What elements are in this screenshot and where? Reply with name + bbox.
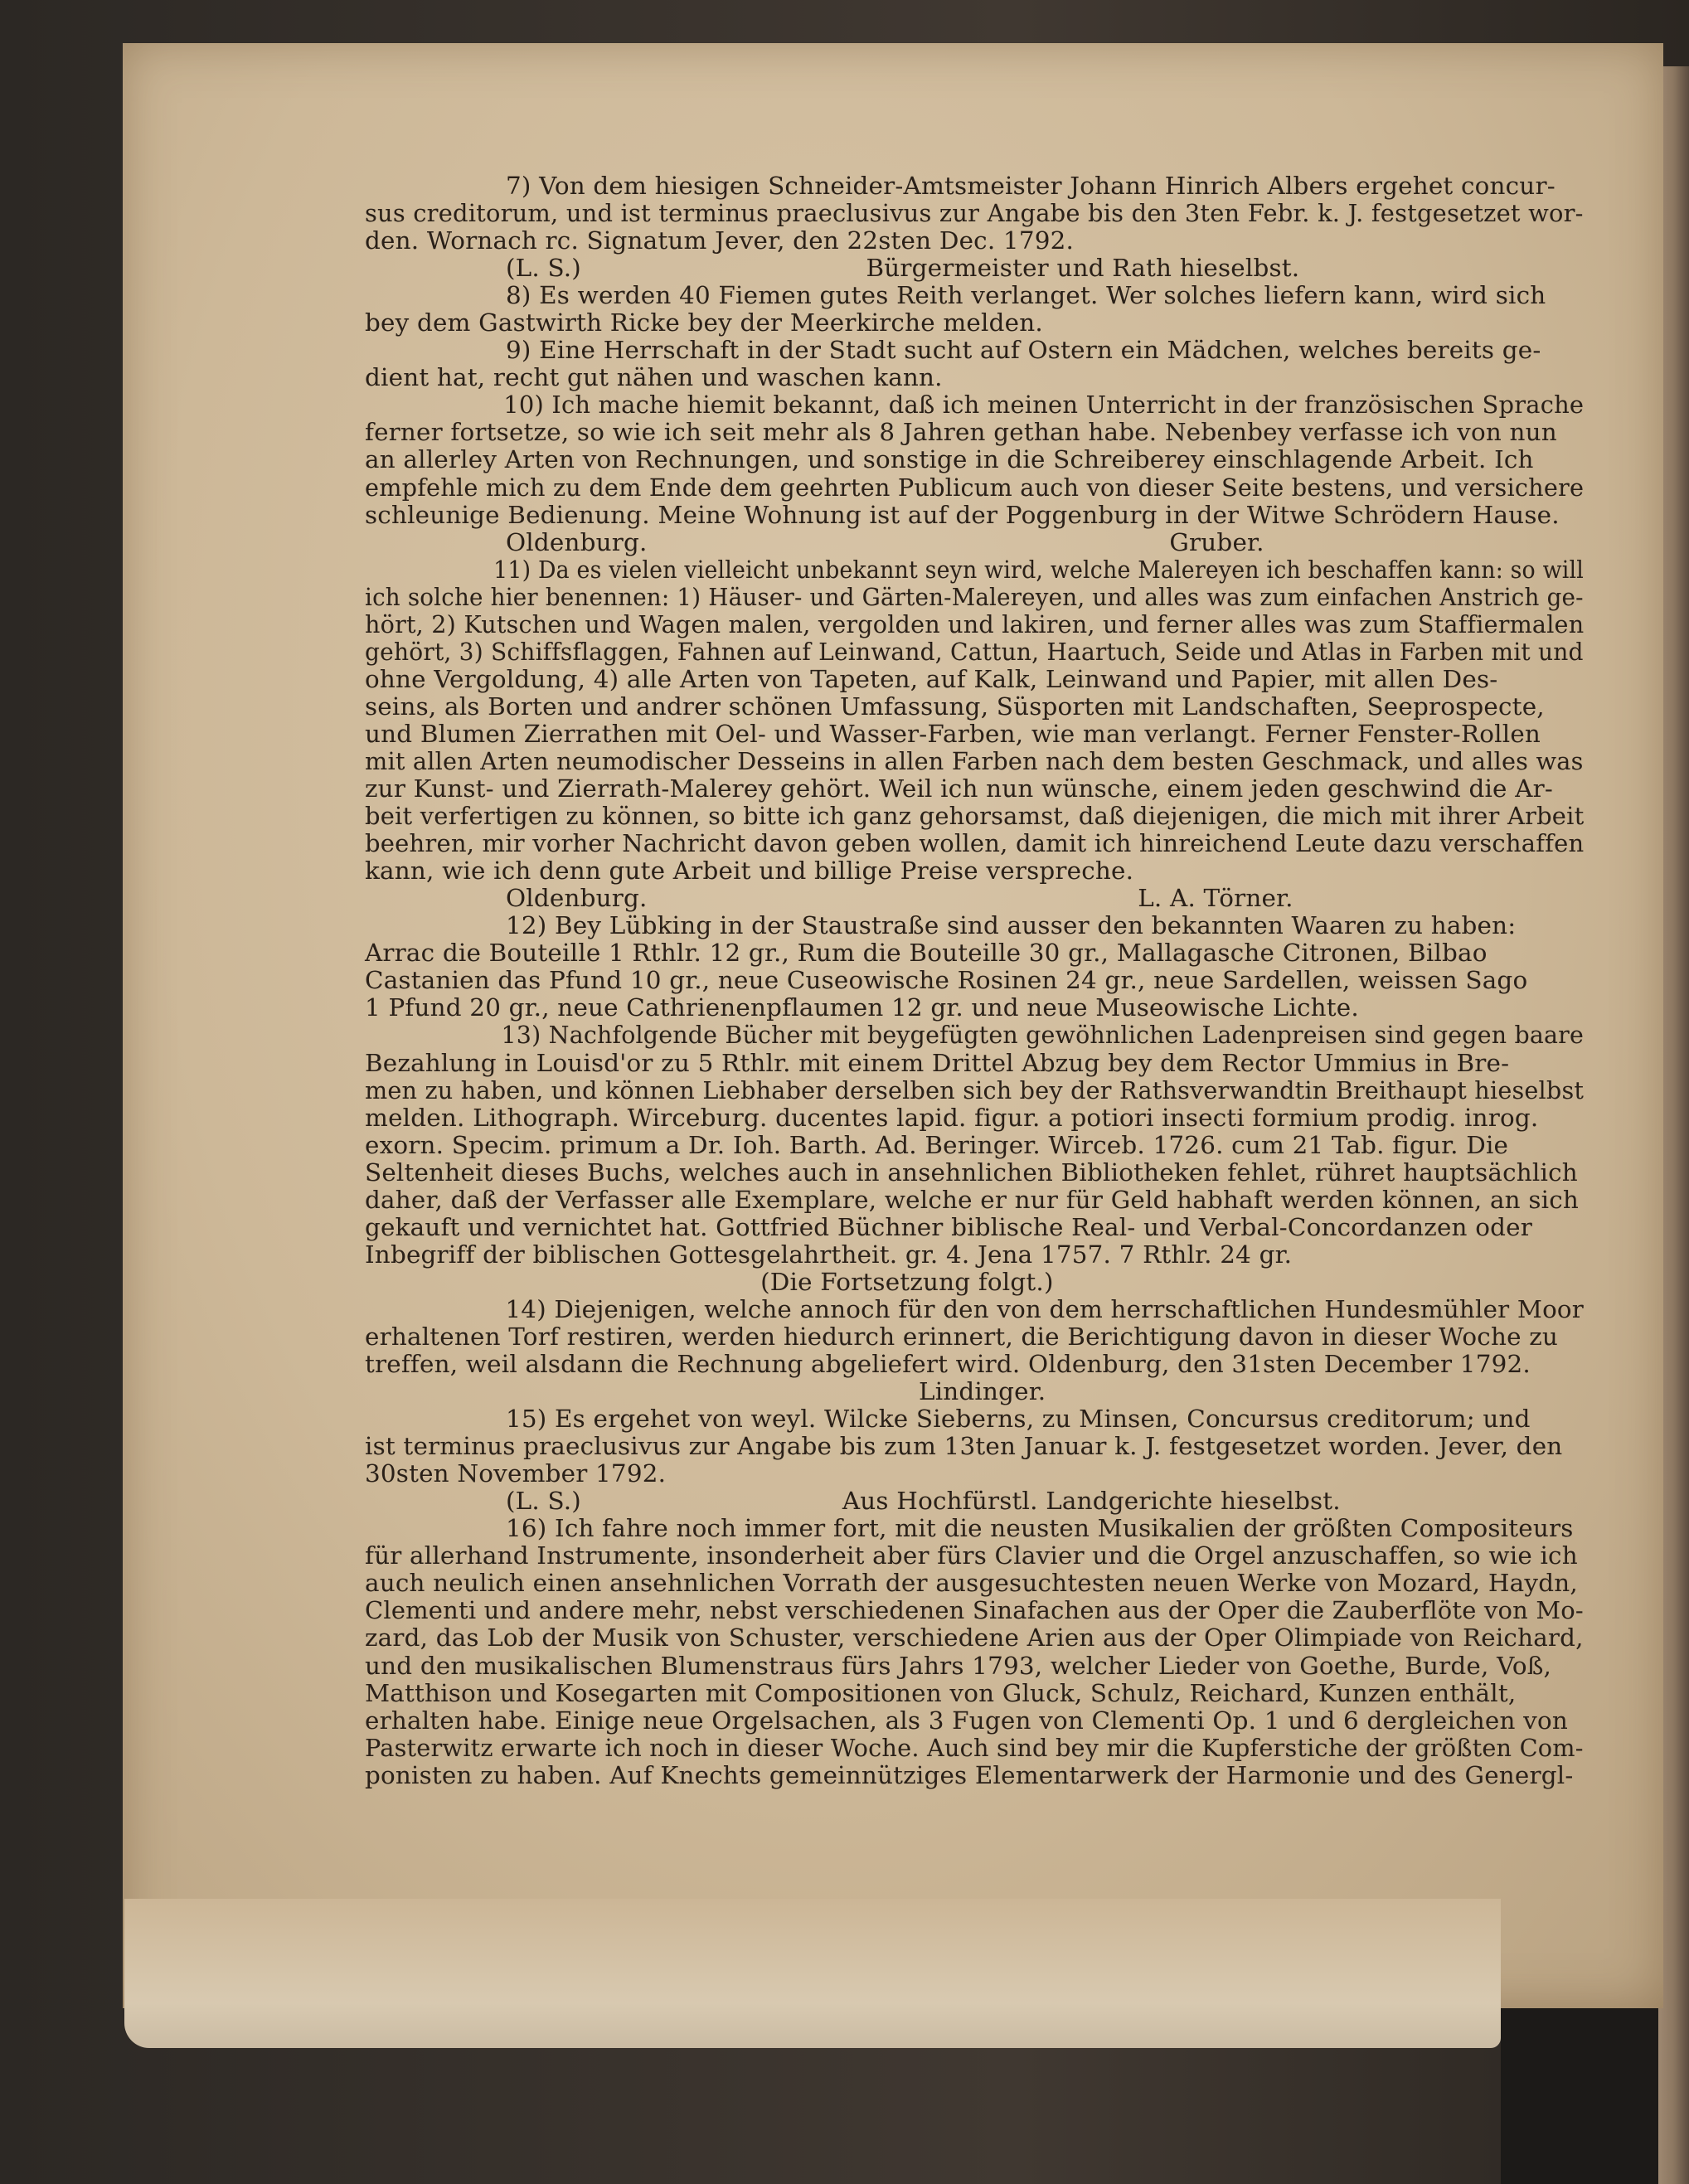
paper-lower-margin xyxy=(124,1899,1501,2048)
text-line: erhalten habe. Einige neue Orgelsachen, als 3 Fugen von Clementi Op. 1 und 6 dergleichen von xyxy=(365,1706,1569,1735)
text-line: 12) Bey Lübking in der Staustraße sind ausser den bekannten Waaren zu haben: xyxy=(506,911,1517,940)
text-line: den. Wornach rc. Signatum Jever, den 22sten Dec. 1792. xyxy=(365,226,1075,255)
text-line: ich solche hier benennen: 1) Häuser- und Gärten-Malereyen, und alles was zum einfachen Anstrich ge- xyxy=(365,582,1584,611)
text-line: 8) Es werden 40 Fiemen gutes Reith verlanget. Wer solches liefern kann, wird sich xyxy=(506,281,1546,310)
text-line: ist terminus praeclusivus zur Angabe bis zum 13ten Januar k. J. festgesetzet worden. Jever, den xyxy=(365,1432,1563,1461)
text-line: beehren, mir vorher Nachricht davon geben wollen, damit ich hinreichend Leute dazu verschaffen xyxy=(365,829,1585,858)
text-line: treffen, weil alsdann die Rechnung abgeliefert wird. Oldenburg, den 31sten December 1792. xyxy=(365,1350,1531,1379)
text-line: und Blumen Zierrathen mit Oel- und Wasser-Farben, wie man verlangt. Ferner Fenster-Rollen xyxy=(365,719,1541,748)
text-line: zur Kunst- und Zierrath-Malerey gehört. Weil ich nun wünsche, einem jeden geschwind die Ar- xyxy=(365,774,1553,803)
text-line: beit verfertigen zu können, so bitte ich ganz gehorsamst, daß diejenigen, die mich mit ihrer Arbeit xyxy=(365,802,1585,831)
text-line: 10) Ich mache hiemit bekannt, daß ich meinen Unterricht in der französischen Sprache xyxy=(503,391,1585,420)
text-line: kann, wie ich denn gute Arbeit und billige Preise verspreche. xyxy=(365,857,1134,886)
text-line: 15) Es ergehet von weyl. Wilcke Sieberns, zu Minsen, Concursus creditorum; und xyxy=(506,1405,1531,1434)
text-line: ohne Vergoldung, 4) alle Arten von Tapeten, auf Kalk, Leinwand und Papier, mit allen Des- xyxy=(365,664,1498,693)
text-line: 11) Da es vielen vielleicht unbekannt seyn wird, welche Malereyen ich beschaffen kann: so will xyxy=(493,555,1585,584)
text-line: erhaltenen Torf restiren, werden hiedurch erinnert, die Berichtigung davon in dieser Woche zu xyxy=(365,1322,1559,1351)
text-line: exorn. Specim. primum a Dr. Ioh. Barth. Ad. Beringer. Wirceb. 1726. cum 21 Tab. figur. Die xyxy=(365,1130,1509,1159)
text-line: Oldenburg. L. A. Törner. xyxy=(506,884,1293,913)
text-line: und den musikalischen Blumenstraus fürs Jahrs 1793, welcher Lieder von Goethe, Burde, Voß, xyxy=(365,1651,1552,1680)
text-line: Lindinger. xyxy=(365,1377,1046,1406)
text-line: auch neulich einen ansehnlichen Vorrath der ausgesuchtesten neuen Werke von Mozard, Haydn, xyxy=(365,1569,1578,1598)
text-line: (L. S.) Bürgermeister und Rath hieselbst. xyxy=(506,254,1300,283)
text-line: bey dem Gastwirth Ricke bey der Meerkirche melden. xyxy=(365,308,1043,337)
text-line: Arrac die Bouteille 1 Rthlr. 12 gr., Rum die Bouteille 30 gr., Mallagasche Citronen, Bilbao xyxy=(365,939,1488,968)
text-line: Oldenburg. Gruber. xyxy=(506,527,1264,556)
text-line: für allerhand Instrumente, insonderheit aber fürs Clavier und die Orgel anzuschaffen, so wie ich xyxy=(365,1541,1578,1570)
text-line: (L. S.) Aus Hochfürstl. Landgerichte hieselbst. xyxy=(506,1487,1341,1516)
text-line: men zu haben, und können Liebhaber derselben sich bey der Rathsverwandtin Breithaupt hieselbst xyxy=(365,1075,1585,1104)
text-line: 16) Ich fahre noch immer fort, mit die neusten Musikalien der größten Compositeurs xyxy=(506,1514,1574,1543)
text-line: gehört, 3) Schiffsflaggen, Fahnen auf Leinwand, Cattun, Haartuch, Seide und Atlas in Farben mit und xyxy=(365,637,1584,666)
text-line: schleunige Bedienung. Meine Wohnung ist auf der Poggenburg in der Witwe Schrödern Hause. xyxy=(365,500,1560,529)
text-line: mit allen Arten neumodischer Desseins in allen Farben nach dem besten Geschmack, und alles was xyxy=(365,746,1584,775)
text-line: ponisten zu haben. Auf Knechts gemeinnütziges Elementarwerk der Harmonie und des Genergl- xyxy=(365,1760,1574,1789)
text-line: Castanien das Pfund 10 gr., neue Cuseowische Rosinen 24 gr., neue Sardellen, weissen Sago xyxy=(365,966,1528,995)
text-line: 9) Eine Herrschaft in der Stadt sucht auf Ostern ein Mädchen, welches bereits ge- xyxy=(506,336,1541,365)
text-line: (Die Fortsetzung folgt.) xyxy=(365,1267,1054,1296)
text-line: Inbegriff der biblischen Gottesgelahrtheit. gr. 4. Jena 1757. 7 Rthlr. 24 gr. xyxy=(365,1240,1293,1269)
text-line: ferner fortsetze, so wie ich seit mehr als 8 Jahren gethan habe. Nebenbey verfasse ich von nun xyxy=(365,418,1557,447)
document-text xyxy=(365,172,1584,1789)
text-line: Bezahlung in Louisd'or zu 5 Rthlr. mit einem Drittel Abzug bey dem Rector Ummius in Bre- xyxy=(365,1048,1510,1077)
text-line: 30sten November 1792. xyxy=(365,1459,667,1488)
text-line: Clementi und andere mehr, nebst verschiedenen Sinafachen aus der Oper die Zauberflöte von Mo- xyxy=(365,1596,1584,1625)
text-line: daher, daß der Verfasser alle Exemplare, welche er nur für Geld habhaft werden können, an sich xyxy=(365,1185,1580,1214)
text-line: sus creditorum, und ist terminus praeclusivus zur Angabe bis den 3ten Febr. k. J. festgesetzet wor- xyxy=(365,199,1584,228)
text-line: Matthison und Kosegarten mit Compositionen von Gluck, Schulz, Reichard, Kunzen enthält, xyxy=(365,1678,1517,1707)
text-line: an allerley Arten von Rechnungen, und sonstige in die Schreiberey einschlagende Arbeit. Ich xyxy=(365,445,1534,474)
text-line: 14) Diejenigen, welche annoch für den von dem herrschaftlichen Hundesmühler Moor xyxy=(505,1294,1584,1323)
text-line: 7) Von dem hiesigen Schneider-Amtsmeister Johann Hinrich Albers ergehet concur- xyxy=(506,172,1556,200)
text-line: seins, als Borten und andrer schönen Umfassung, Süsporten mit Landschaften, Seeprospecte, xyxy=(365,692,1545,721)
text-line: melden. Lithograph. Wirceburg. ducentes lapid. figur. a potiori insecti formium prodig. inrog. xyxy=(365,1103,1539,1132)
text-line: gekauft und vernichtet hat. Gottfried Büchner biblische Real- und Verbal-Concordanzen oder xyxy=(365,1212,1532,1241)
text-line: 1 Pfund 20 gr., neue Cathrienenpflaumen 12 gr. und neue Museowische Lichte. xyxy=(365,993,1359,1022)
text-line: 13) Nachfolgende Bücher mit beygefügten gewöhnlichen Ladenpreisen sind gegen baare xyxy=(501,1021,1584,1050)
text-line: empfehle mich zu dem Ende dem geehrten Publicum auch von dieser Seite bestens, und versichere xyxy=(365,473,1585,502)
text-line: Seltenheit dieses Buchs, welches auch in ansehnlichen Bibliotheken fehlet, rühret hauptsächlich xyxy=(365,1158,1578,1187)
text-line: zard, das Lob der Musik von Schuster, verschiedene Arien aus der Oper Olimpiade von Reichard, xyxy=(365,1623,1584,1653)
text-line: hört, 2) Kutschen und Wagen malen, vergolden und lakiren, und ferner alles was zum Staffiermalen xyxy=(365,609,1585,638)
text-line: dient hat, recht gut nähen und waschen kann. xyxy=(365,363,943,392)
text-line: Pasterwitz erwarte ich noch in dieser Woche. Auch sind bey mir die Kupferstiche der größten Com- xyxy=(365,1733,1584,1762)
